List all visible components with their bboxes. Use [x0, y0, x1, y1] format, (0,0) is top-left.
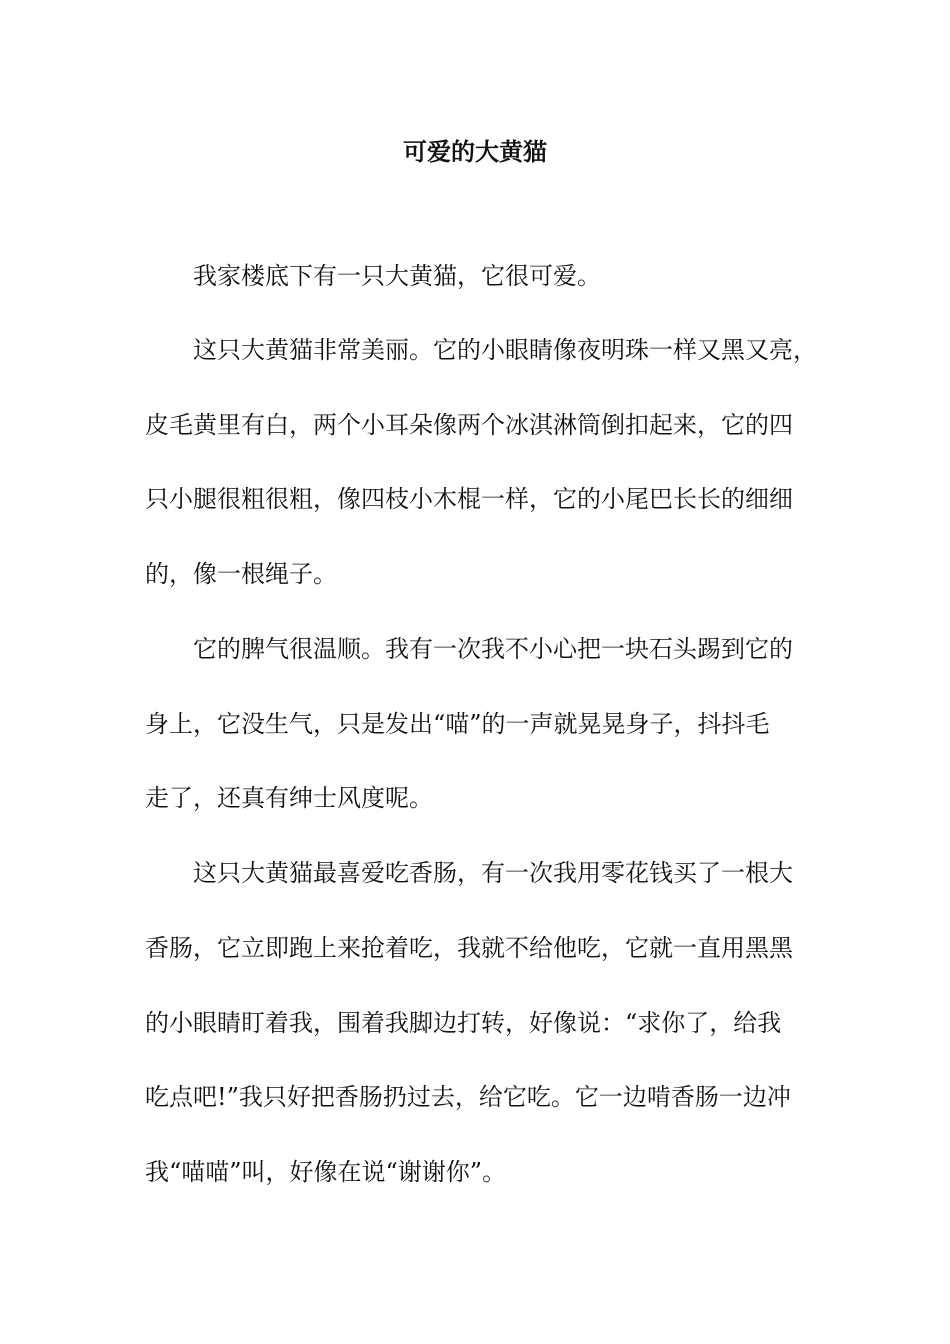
paragraph-2-line-4: 的，像一根绳子。 — [145, 560, 337, 588]
paragraph-2-line-1: 这只大黄猫非常美丽。它的小眼睛像夜明珠一样又黑又亮， — [193, 336, 817, 364]
paragraph-4-line-1: 这只大黄猫最喜爱吃香肠，有一次我用零花钱买了一根大 — [193, 859, 793, 887]
paragraph-4-line-5: 我“喵喵”叫，好像在说“谢谢你”。 — [145, 1158, 507, 1186]
document-title: 可爱的大黄猫 — [403, 137, 547, 166]
paragraph-4-line-4: 吃点吧!”我只好把香肠扔过去，给它吃。它一边啃香肠一边冲 — [145, 1083, 791, 1111]
paragraph-3-line-2: 身上，它没生气，只是发出“喵”的一声就晃晃身子，抖抖毛 — [145, 710, 770, 738]
paragraph-4-line-3: 的小眼睛盯着我，围着我脚边打转，好像说：“求你了，给我 — [145, 1009, 782, 1037]
paragraph-4-line-2: 香肠，它立即跑上来抢着吃，我就不给他吃，它就一直用黑黑 — [145, 934, 793, 962]
paragraph-2-line-3: 只小腿很粗很粗，像四枝小木棍一样，它的小尾巴长长的细细 — [145, 485, 793, 513]
paragraph-3-line-1: 它的脾气很温顺。我有一次我不小心把一块石头踢到它的 — [193, 635, 793, 663]
paragraph-1-line-1: 我家楼底下有一只大黄猫，它很可爱。 — [193, 262, 601, 290]
paragraph-2-line-2: 皮毛黄里有白，两个小耳朵像两个冰淇淋筒倒扣起来，它的四 — [145, 411, 793, 439]
paragraph-3-line-3: 走了，还真有绅士风度呢。 — [145, 784, 433, 812]
